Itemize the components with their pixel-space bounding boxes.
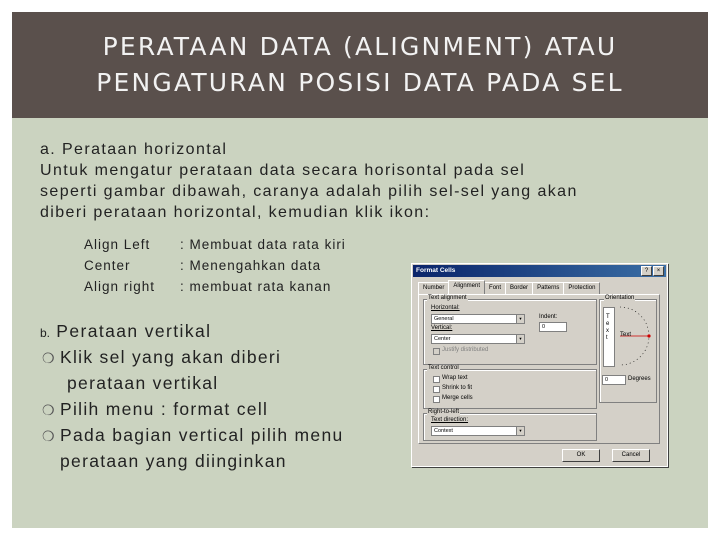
- bullet-continuation: perataan yang diinginkan: [60, 451, 287, 471]
- bullet-item: [42, 396, 268, 423]
- bullet-icon: ❍: [42, 402, 55, 418]
- section-b-title: Perataan vertikal: [56, 321, 212, 341]
- alignment-icons-list: [84, 234, 346, 297]
- degrees-stepper[interactable]: [602, 375, 626, 385]
- chevron-down-icon: ▼: [516, 335, 524, 343]
- text-control-label: Text control: [428, 365, 459, 371]
- text-alignment-label: Text alignment: [428, 295, 467, 301]
- bullet-item: [42, 422, 344, 449]
- section-b-marker: b.: [40, 326, 51, 340]
- section-b-heading: [40, 318, 211, 346]
- slide-title-line-2: PENGATURAN POSISI DATA PADA SEL: [96, 68, 624, 97]
- section-a-line: Untuk mengatur perataan data secara horisontal pada sel: [40, 162, 526, 179]
- item-desc: : membuat rata kanan: [180, 279, 332, 294]
- tab-number[interactable]: Number: [418, 282, 449, 294]
- chevron-down-icon: ▼: [516, 427, 524, 435]
- indent-value: 0: [542, 324, 546, 330]
- list-item: [84, 255, 346, 276]
- cancel-button[interactable]: Cancel: [612, 449, 650, 462]
- tab-alignment[interactable]: Alignment: [448, 280, 485, 294]
- vertical-value: Center: [434, 336, 451, 342]
- wrap-text-checkbox[interactable]: [433, 376, 440, 383]
- list-item: [84, 276, 346, 297]
- dialog-title-bar: [413, 265, 666, 277]
- bullet-icon: ❍: [42, 350, 55, 366]
- help-button[interactable]: ?: [641, 266, 652, 276]
- section-a-text: [40, 139, 578, 223]
- justify-distributed-label: Justify distributed: [442, 347, 489, 353]
- text-direction-label: Text direction:: [431, 417, 469, 423]
- item-key: Center: [84, 258, 131, 273]
- wrap-text-label: Wrap text: [442, 375, 468, 381]
- tab-patterns[interactable]: Patterns: [532, 282, 564, 294]
- merge-cells-checkbox[interactable]: [433, 396, 440, 403]
- item-key: Align Left: [84, 237, 151, 252]
- right-to-left-label: Right-to-left: [428, 409, 460, 415]
- text-direction-value: Context: [434, 428, 453, 434]
- list-item: [84, 234, 346, 255]
- vertical-text-box[interactable]: [603, 307, 615, 367]
- title-bar: [12, 12, 708, 118]
- tab-font[interactable]: Font: [484, 282, 506, 294]
- bullet-icon: ❍: [42, 428, 55, 444]
- alignment-pane: [418, 294, 660, 444]
- item-desc: : Membuat data rata kiri: [180, 237, 346, 252]
- indent-stepper[interactable]: [539, 322, 567, 332]
- section-a-heading: a. Perataan horizontal: [40, 141, 228, 158]
- shrink-to-fit-label: Shrink to fit: [442, 385, 473, 391]
- bullet-text: Pilih menu : format cell: [60, 399, 269, 419]
- orientation-label: Orientation: [605, 295, 635, 301]
- tab-protection[interactable]: Protection: [563, 282, 600, 294]
- horizontal-label: Horizontal:: [431, 305, 460, 311]
- item-desc: : Menengahkan data: [180, 258, 322, 273]
- close-button[interactable]: ×: [653, 266, 664, 276]
- bullet-item: [42, 344, 281, 371]
- bullet-continuation: perataan vertikal: [67, 373, 219, 393]
- dialog-tabs: [418, 282, 599, 294]
- vertical-select[interactable]: [431, 334, 525, 344]
- item-key: Align right: [84, 279, 156, 294]
- dialog-title: Format Cells: [416, 267, 456, 274]
- horizontal-select[interactable]: [431, 314, 525, 324]
- bullet-text: Klik sel yang akan diberi: [60, 347, 282, 367]
- ok-button[interactable]: OK: [562, 449, 600, 462]
- horizontal-value: General: [434, 316, 454, 322]
- indent-label: Indent:: [539, 314, 558, 320]
- section-a-line: diberi perataan horizontal, kemudian klik ikon:: [40, 204, 431, 221]
- shrink-to-fit-checkbox[interactable]: [433, 386, 440, 393]
- bullet-text: Pada bagian vertical pilih menu: [60, 425, 344, 445]
- justify-distributed-checkbox[interactable]: [433, 348, 440, 355]
- orientation-text: Text: [620, 332, 632, 338]
- degrees-value: 0: [605, 377, 609, 383]
- section-a-line: seperti gambar dibawah, caranya adalah pilih sel-sel yang akan: [40, 183, 578, 200]
- text-direction-select[interactable]: [431, 426, 525, 436]
- chevron-down-icon: ▼: [516, 315, 524, 323]
- orientation-vertical-text: T e x t: [606, 314, 610, 341]
- merge-cells-label: Merge cells: [442, 395, 473, 401]
- degrees-label: Degrees: [628, 376, 651, 382]
- format-cells-dialog: [411, 263, 668, 467]
- slide-title-line-1: PERATAAN DATA (ALIGNMENT) ATAU: [102, 32, 618, 61]
- vertical-label: Vertical:: [431, 325, 453, 331]
- tab-border[interactable]: Border: [505, 282, 533, 294]
